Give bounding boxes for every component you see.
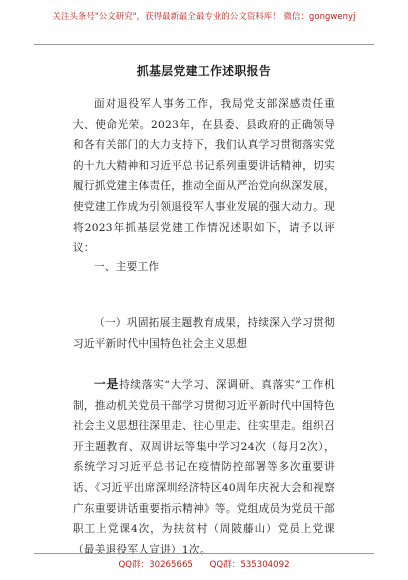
footer-contact-text: QQ群：30265665 QQ群：535304092 xyxy=(118,560,290,570)
intro-paragraph: 面对退役军人事务工作，我局党支部深感责任重大、使命光荣。2023年，在县委、县政府的正确领导和各有关部门的大力支持下，我们认真学习贯彻落实党的十九大精神和习近平总书记系列重要讲话精神，切实履行抓党建主体责任，推动全面从严治党向纵深发展，使党建工作成为引领退役军人事业发展的强大动力。现将2023年抓基层党建工作情况述职如下，请予以评议： xyxy=(73,98,335,255)
footer-divider xyxy=(34,553,374,554)
subsection-paragraph: （一）巩固拓展主题教育成果，持续深入学习贯彻习近平新时代中国特色社会主义思想 xyxy=(73,317,335,350)
paragraph-lead: 一是 xyxy=(94,377,120,391)
detail-paragraph xyxy=(73,374,335,560)
header-promo-text: 关注头条号"公文研究"，获得最新最全最专业的公文资料库！ 微信：gongwenyj xyxy=(52,11,356,21)
paragraph-body: 持续落实“大学习、深调研、真落实”工作机制，推动机关党员干部学习贯彻习近平新时代中国特色社会主义思想往深里走、往心里走、往实里走。组织召开主题教育、双周讲坛等集中学习24次（每月2次），系统学习习近平总书记在疫情防控部署等多次重要讲话、《习近平出席深圳经济特区40周年庆祝大会和视察广东重要讲话重要指示精神》等。党组成员为党员干部职工上党课4次，为扶贫村（周陂藤山）党员上党课（最美退役军人宣讲）1次。 xyxy=(73,379,335,556)
header-divider xyxy=(34,44,374,45)
section-heading: 一、主要工作 xyxy=(94,261,160,273)
document-title: 抓基层党建工作述职报告 xyxy=(136,64,272,78)
